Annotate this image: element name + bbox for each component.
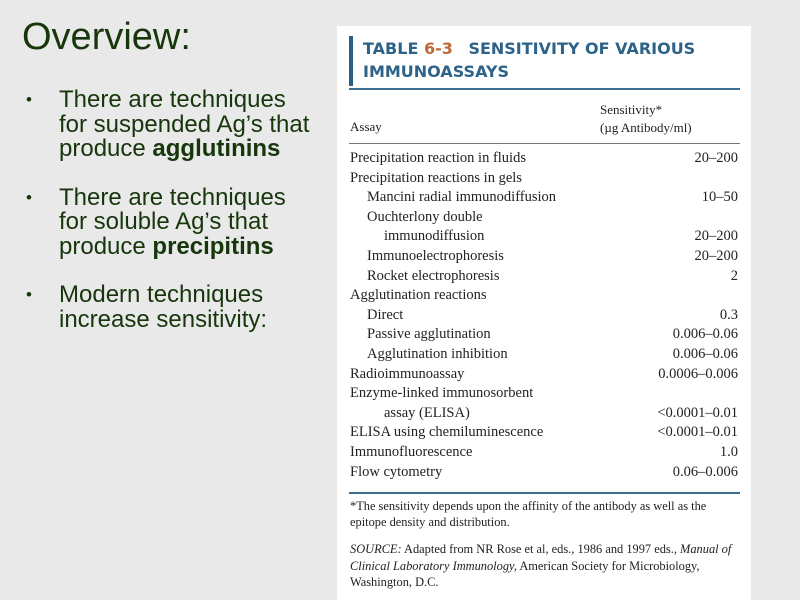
table-bottom-rule <box>349 492 740 494</box>
table-row <box>350 287 738 307</box>
bullet-list <box>26 88 316 356</box>
table-row <box>350 444 738 464</box>
table-row <box>350 405 738 425</box>
row-assay-label: Immunoelectrophoresis <box>367 247 504 264</box>
row-assay-label: Mancini radial immunodiffusion <box>367 189 557 206</box>
row-sensitivity-value: 20–200 <box>694 228 738 245</box>
row-assay-label: Agglutination inhibition <box>367 345 508 362</box>
bullet-text: There are techniques for suspended Ag’s that produce <box>59 86 310 162</box>
row-assay-label: Direct <box>367 306 404 323</box>
row-assay-label: ELISA using chemiluminescence <box>350 424 544 441</box>
row-sensitivity-value: <0.0001–0.01 <box>657 424 738 441</box>
table-row <box>350 248 738 268</box>
row-sensitivity-value: 0.0006–0.006 <box>658 365 738 382</box>
table-label: TABLE <box>363 39 419 58</box>
row-sensitivity-value: 20–200 <box>694 150 738 166</box>
column-header-sensitivity: Sensitivity* (µg Antibody/ml) <box>600 102 692 135</box>
row-assay-label: Precipitation reactions in gels <box>350 169 522 186</box>
bullet-dot-icon: • <box>26 285 32 304</box>
table-body <box>350 150 738 483</box>
table-row <box>350 346 738 366</box>
row-assay-label: Immunofluorescence <box>350 443 473 460</box>
table-row <box>350 424 738 444</box>
bullet-bold-term: agglutinins <box>152 135 281 162</box>
table-row <box>350 366 738 386</box>
table-footnote: *The sensitivity depends upon the affinity of the antibody as well as the epitope density and distribution. <box>350 499 707 529</box>
row-sensitivity-value: 0.06–0.006 <box>672 463 738 480</box>
row-assay-label: assay (ELISA) <box>384 404 470 421</box>
table-top-rule <box>349 88 740 90</box>
row-sensitivity-value: 0.3 <box>719 306 738 323</box>
table-title-line1: SENSITIVITY OF VARIOUS <box>468 39 696 58</box>
row-assay-label: Ouchterlony double <box>367 208 483 225</box>
table-row <box>350 464 738 484</box>
table-row <box>350 385 738 405</box>
bullet-dot-icon: • <box>26 187 32 207</box>
table-row <box>350 170 738 190</box>
header-rule <box>349 143 740 144</box>
bullet-text: Modern techniques increase sensitivity: <box>59 281 268 333</box>
bullet-item <box>26 88 316 162</box>
bullet-bold-term: precipitins <box>152 232 274 260</box>
row-assay-label: Flow cytometry <box>350 463 443 480</box>
slide-title: Overview: <box>22 16 191 58</box>
table-row <box>350 268 738 288</box>
row-assay-label: Rocket electrophoresis <box>367 267 500 284</box>
row-sensitivity-value: 1.0 <box>719 443 738 460</box>
bullet-text: There are techniques for soluble Ag’s that produce <box>59 183 286 260</box>
row-sensitivity-value: 0.006–0.06 <box>672 345 738 362</box>
table-number: 6-3 <box>423 39 453 58</box>
table-title-line2: IMMUNOASSAYS <box>363 62 510 81</box>
bullet-item <box>26 283 316 332</box>
table-row <box>350 189 738 209</box>
row-sensitivity-value: <0.0001–0.01 <box>657 404 738 421</box>
row-sensitivity-value: 2 <box>730 267 738 284</box>
row-assay-label: immunodiffusion <box>384 228 485 245</box>
column-header-assay: Assay <box>350 119 382 134</box>
bullet-item <box>26 183 316 260</box>
row-assay-label: Radioimmunoassay <box>350 365 465 382</box>
row-sensitivity-value: 20–200 <box>694 247 738 264</box>
bullet-dot-icon: • <box>26 90 32 109</box>
row-assay-label: Passive agglutination <box>367 326 491 343</box>
table-image-panel <box>337 26 751 600</box>
row-assay-label: Precipitation reaction in fluids <box>350 150 526 166</box>
row-sensitivity-value: 10–50 <box>701 189 738 206</box>
table-row <box>350 307 738 327</box>
row-assay-label: Agglutination reactions <box>350 287 487 304</box>
row-assay-label: Enzyme-linked immunosorbent <box>350 385 534 402</box>
table-row <box>350 228 738 248</box>
table-row <box>350 209 738 229</box>
table-row <box>350 326 738 346</box>
row-sensitivity-value: 0.006–0.06 <box>672 326 738 343</box>
table-heading <box>349 36 744 86</box>
table-row <box>350 150 738 170</box>
table-source: SOURCE: Adapted from NR Rose et al, eds., 1986 and 1997 eds., Manual of Clinical Laboratory Immunology, American Society for Microbiology, Washington, D.C. <box>350 542 732 589</box>
